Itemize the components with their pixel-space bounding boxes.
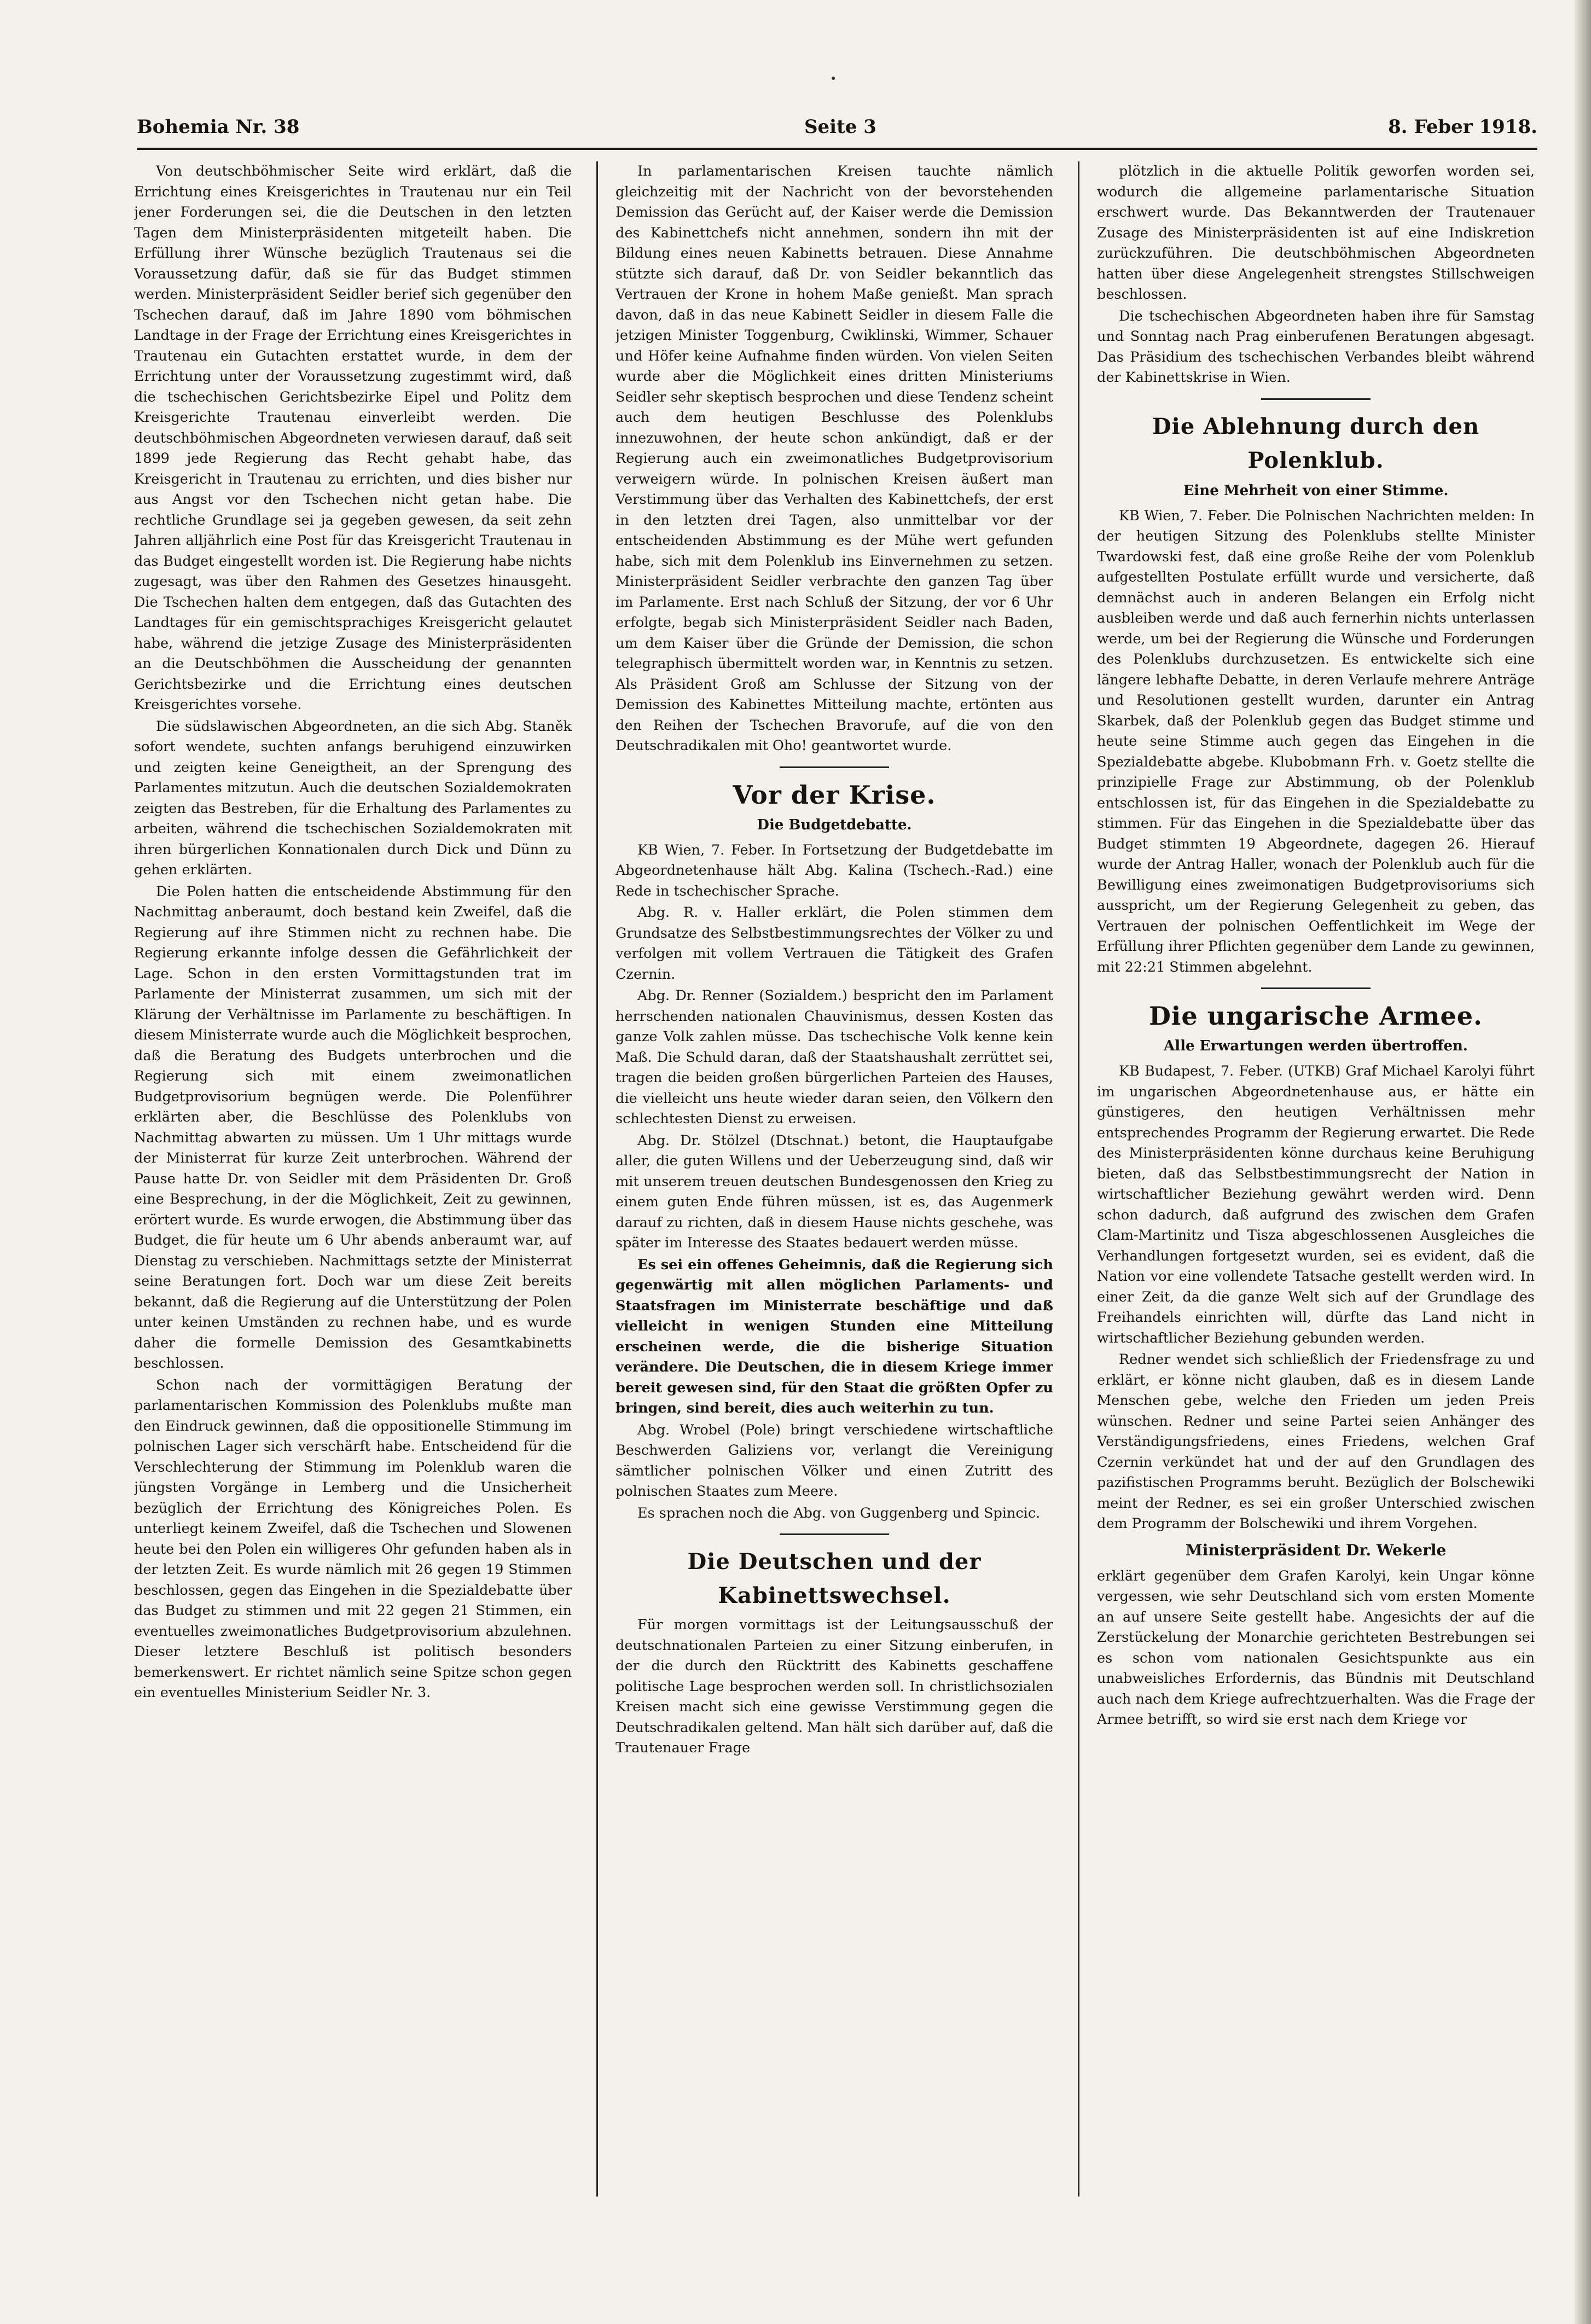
article-headline: Die Deutschen und der Kabinettswechsel. bbox=[687, 1549, 982, 1608]
page-edge bbox=[1575, 0, 1591, 2324]
paragraph: KB Wien, 7. Feber. In Fortsetzung der Budgetdebatte im Abgeordnetenhause hält Abg. Kalina (Tschech.-Rad.) eine Rede in tschechischer Sprache. bbox=[616, 841, 1053, 899]
article-headline: Vor der Krise. bbox=[733, 780, 936, 810]
article-subhead: Die Budgetdebatte. bbox=[757, 816, 912, 833]
article-headline: Die ungarische Armee. bbox=[1149, 1001, 1483, 1031]
page-number: Seite 3 bbox=[804, 116, 876, 138]
paragraph: Von deutschböhmischer Seite wird erklärt, daß die Errichtung eines Kreisgerichtes in Trautenau nur ein Teil jener Forderungen sei, die die Deutschen in den letzten Tagen dem Ministerpräsidenten mitgeteilt haben. Die Erfüllung ihrer Wünsche bezüglich Trautenaus sei die Voraussetzung dafür, daß sie für das Budget stimmen werden. Ministerpräsident Seidler berief sich gegenüber den Tschechen darauf, daß im Jahre 1890 vom böhmischen Landtage in der Frage der Errichtung eines Kreisgerichtes in Trautenau ein Gutachten erstattet wurde, in dem der Errichtung unter der Voraussetzung zugestimmt wird, daß die tschechischen Gerichtsbezirke Eipel und Politz dem Kreisgerichte Trautenau einverleibt werden. Die deutschböhmischen Abgeordneten verwiesen darauf, daß seit 1899 jede Regierung das Recht gehabt habe, das Kreisgericht in Trautenau zu errichten, und dies bisher nur aus Angst vor den Tschechen nicht getan habe. Die rechtliche Grundlage sei ja gegeben gewesen, da seit zehn Jahren alljährlich eine Post für das Kreisgericht Trautenau in das Budget eingestellt worden ist. Die Regierung habe nichts zugesagt, was über den Rahmen des Gesetzes hinausgeht. Die Tschechen halten dem entgegen, daß das Gutachten des Landtages für ein gemischtsprachiges Kreisgericht gelautet habe, während die jetzige Zusage des Ministerpräsidenten an die Deutschböhmen die Ausscheidung der genannten Gerichtsbezirke und die Errichtung eines deutschen Kreisgerichtes vorsehe. bbox=[134, 163, 572, 713]
column-1 bbox=[134, 161, 572, 2262]
article-subhead: Alle Erwartungen werden übertroffen. bbox=[1164, 1038, 1468, 1054]
dot-mark bbox=[832, 77, 835, 80]
masthead: Bohemia Nr. 38 bbox=[137, 116, 300, 138]
column-2 bbox=[616, 161, 1053, 2262]
section-rule bbox=[1261, 987, 1371, 989]
paragraph: Redner wendet sich schließlich der Friedensfrage zu und erklärt, er könne nicht glauben, daß es in diesem Lande Menschen gebe, welche den Frieden um jeden Preis wünschen. Redner und seine Partei seien Anhänger des Verständigungsfriedens, eines Friedens, welchen Graf Czernin verkündet hat und der auf den Grundlagen des pazifistischen Programms beruht. Bezüglich der Bolschewiki meint der Redner, es sei ein großer Unterschied zwischen dem Programm der Bolschewiki und ihrem Vorgehen. bbox=[1097, 1351, 1535, 1532]
paragraph: Die tschechischen Abgeordneten haben ihre für Samstag und Sonntag nach Prag einberufenen Beratungen abgesagt. Das Präsidium des tschechischen Verbandes bleibt während der Kabinettskrise in Wien. bbox=[1097, 307, 1535, 386]
article-headline: Die Ablehnung durch den Polenklub. bbox=[1152, 413, 1480, 473]
column-divider bbox=[596, 161, 598, 2197]
header-rule bbox=[137, 148, 1537, 150]
issue-date: 8. Feber 1918. bbox=[1388, 116, 1537, 138]
paragraph: plötzlich in die aktuelle Politik geworfen worden sei, wodurch die allgemeine parlamentarische Situation erschwert wurde. Das Bekanntwerden der Trautenauer Zusage des Ministerpräsidenten ist auf eine Indiskretion zurückzuführen. Die deutschböhmischen Abgeordneten hatten über diese Angelegenheit strengstes Stillschweigen beschlossen. bbox=[1097, 163, 1535, 303]
column-3 bbox=[1097, 161, 1535, 2262]
section-subhead: Ministerpräsident Dr. Wekerle bbox=[1185, 1541, 1447, 1559]
page-header bbox=[137, 109, 1537, 148]
paragraph: Schon nach der vormittägigen Beratung der parlamentarischen Kommission des Polenklubs mußte man den Eindruck gewinnen, daß die oppositionelle Stimmung im polnischen Lager sich verschärft habe. Entscheidend für die Verschlechterung der Stimmung im Polenklub waren die jüngsten Vorgänge in Lemberg und die Unsicherheit bezüglich der Errichtung des Königreiches Polen. Es unterliegt keinem Zweifel, daß die Tschechen und Slowenen heute bei den Polen ein willigeres Ohr gefunden haben als in der letzten Zeit. Es wurde nämlich mit 26 gegen 19 Stimmen beschlossen, gegen das Eingehen in die Spezialdebatte über das Budget zu stimmen und mit 22 gegen 21 Stimmen, ein eventuelles zweimonatliches Budgetprovisorium abzulehnen. Dieser letztere Beschluß ist politisch besonders bemerkenswert. Er richtet nämlich seine Spitze schon gegen ein eventuelles Ministerium Seidler Nr. 3. bbox=[134, 1376, 572, 1701]
paragraph: Es sprachen noch die Abg. von Guggenberg und Spincic. bbox=[637, 1504, 1041, 1521]
paragraph: Die südslawischen Abgeordneten, an die sich Abg. Staněk sofort wendete, suchten anfangs beruhigend einzuwirken und zeigten keine Geneigtheit, an der Sprengung des Parlamentes mitzutun. Auch die deutschen Sozialdemokraten zeigten das Bestreben, für die Erhaltung des Parlamentes zu arbeiten, während die tschechischen Sozialdemokraten mit ihren bürgerlichen Konnationalen durch Dick und Dünn zu gehen erklärten. bbox=[134, 718, 572, 878]
section-rule bbox=[780, 1533, 889, 1535]
paragraph: Abg. Dr. Renner (Sozialdem.) bespricht den im Parlament herrschenden nationalen Chauvinismus, dessen Kosten das ganze Volk zahlen müsse. Das tschechische Volk kenne kein Maß. Die Schuld daran, daß der Staatshaushalt zerrüttet sei, tragen die beiden großen bürgerlichen Parteien des Hauses, die vielleicht uns heute wieder daran seien, den Völkern den schlechtesten Dienst zu erweisen. bbox=[616, 987, 1053, 1127]
column-divider bbox=[1078, 161, 1079, 2197]
paragraph: Abg. R. v. Haller erklärt, die Polen stimmen dem Grundsatze des Selbstbestimmungsrechtes der Völker zu und verfolgen mit vollem Vertrauen die Tätigkeit des Grafen Czernin. bbox=[616, 904, 1053, 983]
paragraph: KB Budapest, 7. Feber. (UTKB) Graf Michael Karolyi führt im ungarischen Abgeordnetenhause aus, er hätte ein günstigeres, den heutigen Verhältnissen mehr entsprechendes Programm der Regierung erwartet. Die Rede des Ministerpräsidenten könne durchaus keine Beruhigung bieten, daß das Selbstbestimmungsrecht der Nation in wirtschaftlicher Beziehung gewährt werden wird. Denn schon dadurch, daß aufgrund des zwischen dem Grafen Clam-Martinitz und Tisza abgeschlossenen Ausgleiches die Verhandlungen fortgesetzt wurden, sei es evident, daß die Nation vor eine vollendete Tatsache gestellt werden wird. In einer Zeit, da die ganze Welt sich auf der Grundlage des Freihandels einrichten will, dürfte das Land nicht in wirtschaftlicher Beziehung gebunden werden. bbox=[1097, 1063, 1535, 1346]
section-rule bbox=[780, 766, 889, 768]
paragraph: Abg. Dr. Stölzel (Dtschnat.) betont, die Hauptaufgabe aller, die guten Willens und der Ueberzeugung sind, daß wir mit unserem treuen deutschen Bundesgenossen den Krieg zu einem guten Ende führen müssen, ist es, das Augenmerk darauf zu richten, daß in diesem Hause nichts geschehe, was später im Interesse des Staates bedauert werden müsse. bbox=[616, 1132, 1053, 1251]
paragraph: Es sei ein offenes Geheimnis, daß die Regierung sich gegenwärtig mit allen möglichen Parlaments- und Staatsfragen im Ministerrate beschäftige und daß vielleicht in wenigen Stunden eine Mitteilung erscheinen werde, die die bisherige Situation verändere. Die Deutschen, die in diesem Kriege immer bereit gewesen sind, für den Staat die größten Opfer zu bringen, sind bereit, dies auch weiterhin zu tun. bbox=[616, 1256, 1053, 1416]
paragraph: erklärt gegenüber dem Grafen Karolyi, kein Ungar könne vergessen, wie sehr Deutschland sich vom ersten Momente an auf unsere Seite gestellt habe. Angesichts der auf die Zerstückelung der Monarchie gerichteten Bestrebungen sei es schon vom nationalen Gesichtspunkte aus ein unabweisliches Erfordernis, das Bündnis mit Deutschland auch nach dem Kriege aufrechtzuerhalten. Was die Frage der Armee betrifft, so wird sie erst nach dem Kriege vor bbox=[1097, 1567, 1535, 1728]
paragraph: Die Polen hatten die entscheidende Abstimmung für den Nachmittag anberaumt, doch bestand kein Zweifel, daß die Regierung auf ihre Stimmen nicht zu rechnen habe. Die Regierung erkannte infolge dessen die Gefährlichkeit der Lage. Schon in den ersten Vormittagstunden trat im Parlamente der Ministerrat zusammen, um sich mit der Klärung der Verhältnisse im Parlamente zu beschäftigen. In diesem Ministerrate wurde auch die Möglichkeit besprochen, daß die Beratung des Budgets unterbrochen und die Regierung sich mit einem zweimonatlichen Budgetprovisorium begnügen werde. Die Polenführer erklärten aber, die Beschlüsse des Polenklubs von Nachmittag abwarten zu müssen. Um 1 Uhr mittags wurde der Ministerrat für kurze Zeit unterbrochen. Während der Pause hatte Dr. von Seidler mit dem Präsidenten Dr. Groß eine Besprechung, in der die Möglichkeit, Zeit zu gewinnen, erörtert wurde. Es wurde erwogen, die Abstimmung über das Budget, die für heute um 6 Uhr abends anberaumt war, auf Dienstag zu verschieben. Nachmittags setzte der Ministerrat seine Beratungen fort. Doch war um diese Zeit bereits bekannt, daß die Regierung auf die Unterstützung der Polen unter keinen Umständen zu rechnen habe, und es wurde daher die formelle Demission des Gesamtkabinetts beschlossen. bbox=[134, 883, 572, 1372]
paragraph: Für morgen vormittags ist der Leitungsausschuß der deutschnationalen Parteien zu einer Sitzung einberufen, in der die durch den Rücktritt des Kabinetts geschaffene politische Lage besprochen werden soll. In christlichsozialen Kreisen macht sich eine gewisse Verstimmung gegen die Deutschradikalen geltend. Man hält sich darüber auf, daß die Trautenauer Frage bbox=[616, 1617, 1053, 1756]
paragraph: Abg. Wrobel (Pole) bringt verschiedene wirtschaftliche Beschwerden Galiziens vor, verlangt die Vereinigung sämtlicher polnischen Völker und einen Zutritt des polnischen Staates zum Meere. bbox=[616, 1421, 1053, 1500]
section-rule bbox=[1261, 398, 1371, 400]
article-subhead: Eine Mehrheit von einer Stimme. bbox=[1183, 482, 1449, 499]
paragraph: KB Wien, 7. Feber. Die Polnischen Nachrichten melden: In der heutigen Sitzung des Polenklubs stellte Minister Twardowski fest, daß eine große Reihe der vom Polenklub aufgestellten Postulate erfüllt wurde und versicherte, daß demnächst auch in anderen Belangen ein Erfolg nicht ausbleiben werde und daß auch fernerhin nichts unterlassen werde, um bei der Regierung die Wünsche und Forderungen des Polenklubs durchzusetzen. Es entwickelte sich eine längere lebhafte Debatte, in deren Verlaufe mehrere Anträge und Resolutionen gestellt wurden, darunter ein Antrag Skarbek, daß der Polenklub gegen das Budget stimme und heute seine Stimme auch gegen das Eingehen in die Spezialdebatte abgebe. Klubobmann Frh. v. Goetz stellte die prinzipielle Frage zur Abstimmung, ob der Polenklub entschlossen ist, für das Eingehen in die Spezialdebatte zu stimmen. Für das Eingehen in die Spezialdebatte über das Budget stimmten 19 Abgeordnete, dagegen 26. Hierauf wurde der Antrag Haller, wonach der Polenklub auch für die Bewilligung eines zweimonatigen Budgetprovisoriums sich ausspricht, um der Regierung Gelegenheit zu geben, das Vertrauen der polnischen Oeffentlichkeit im Wege der Erfüllung ihrer Pflichten gegenüber dem Lande zu gewinnen, mit 22:21 Stimmen abgelehnt. bbox=[1097, 507, 1535, 975]
paragraph: In parlamentarischen Kreisen tauchte nämlich gleichzeitig mit der Nachricht von der bevorstehenden Demission das Gerücht auf, der Kaiser werde die Demission des Kabinettchefs nicht annehmen, sondern ihn mit der Bildung eines neuen Kabinetts betrauen. Diese Annahme stützte sich darauf, daß Dr. von Seidler bekanntlich das Vertrauen der Krone in hohem Maße genießt. Man sprach davon, daß in das neue Kabinett Seidler in diesem Falle die jetzigen Minister Toggenburg, Cwiklinski, Wimmer, Schauer und Höfer keine Aufnahme finden würden. Von vielen Seiten wurde aber die Möglichkeit eines dritten Ministeriums Seidler sehr skeptisch besprochen und diese Tendenz scheint auch dem heutigen Beschlusse des Polenklubs innezuwohnen, der heute schon ankündigt, daß er der Regierung auch ein zweimonatliches Budgetprovisorium verweigern würde. In polnischen Kreisen äußert man Verstimmung über das Verhalten des Kabinettchefs, der erst in den letzten drei Tagen, also unmittelbar vor der entscheidenden Abstimmung es der Mühe wert gefunden habe, sich mit dem Polenklub ins Einvernehmen zu setzen. Ministerpräsident Seidler verbrachte den ganzen Tag über im Parlamente. Erst nach Schluß der Sitzung, der vor 6 Uhr erfolgte, begab sich Ministerpräsident Seidler nach Baden, um dem Kaiser über die Gründe der Demission, die schon telegraphisch übermittelt worden war, in Kenntnis zu setzen. Als Präsident Groß am Schlusse der Sitzung von der Demission des Kabinettes Mitteilung machte, ertönten aus den Reihen der Tschechen Bravorufe, auf die von den Deutschradikalen mit Oho! geantwortet wurde. bbox=[616, 163, 1053, 754]
